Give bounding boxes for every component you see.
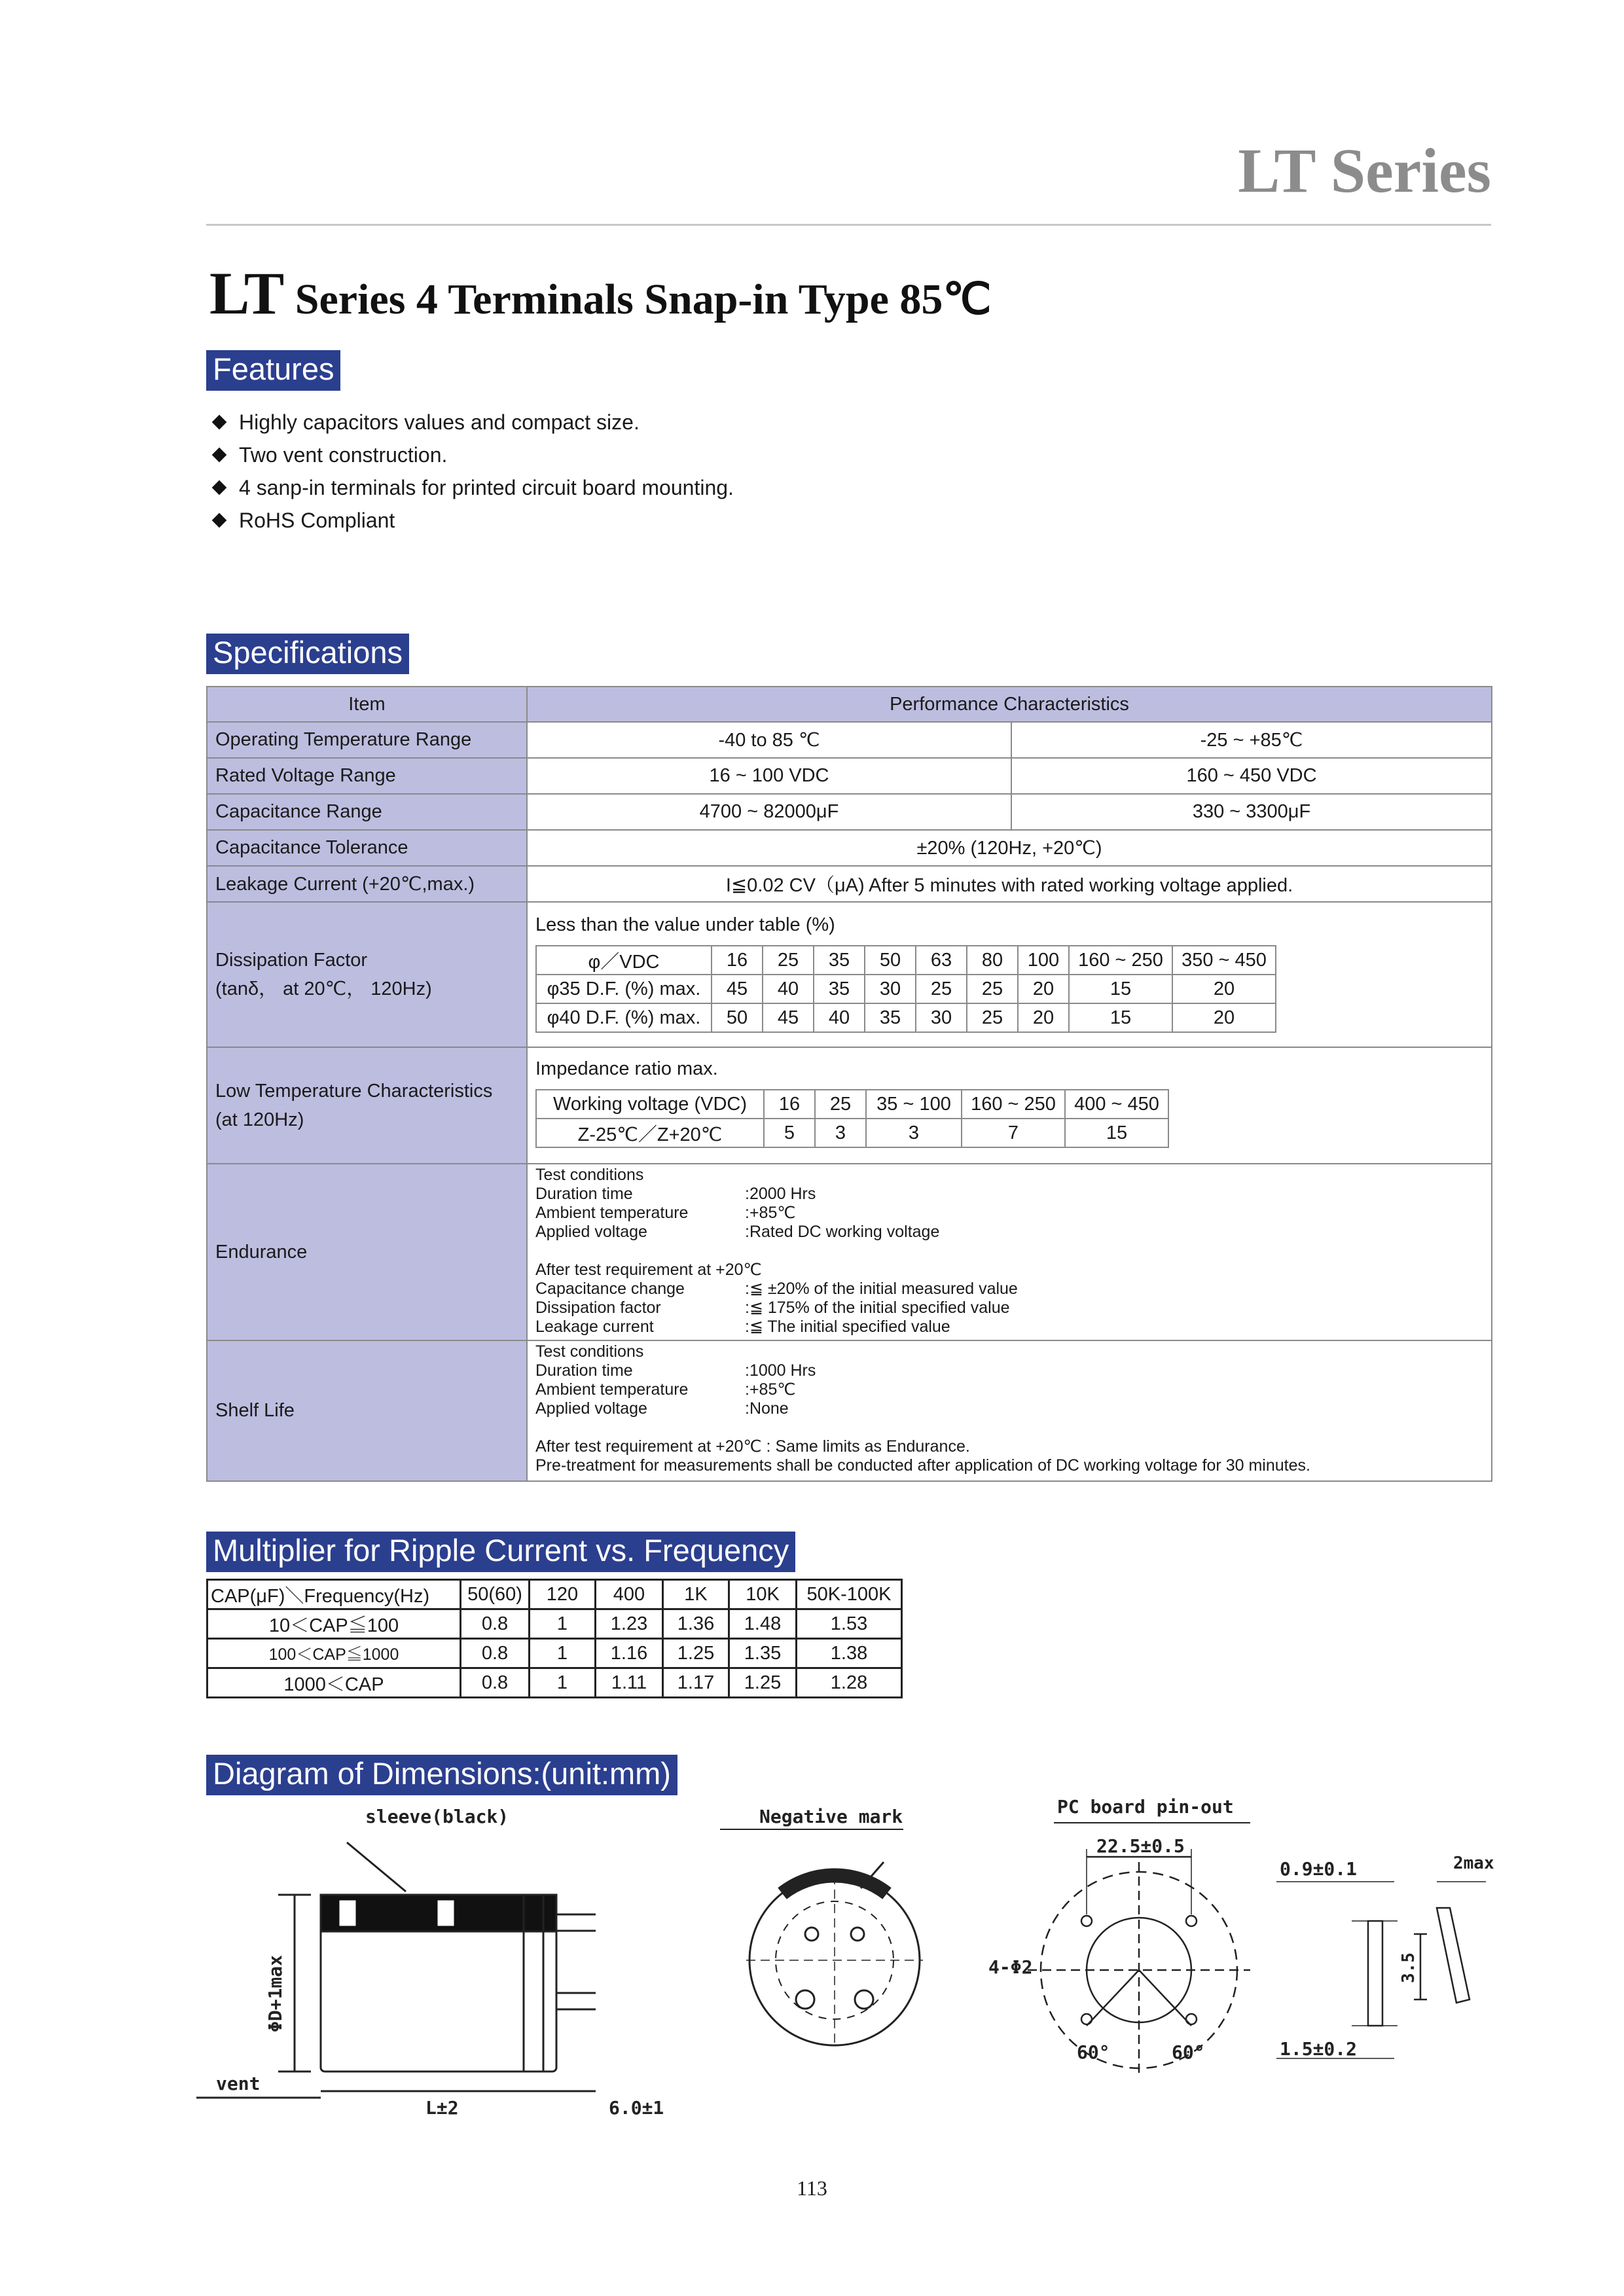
df-row: φ40 D.F. (%) max. 50 45 40 35 30 25 20 15 20 — [536, 1003, 1276, 1032]
spec-row-shelf-life: Shelf Life Test conditions Duration time :1000 Hrs Ambient temperature :+85℃ Applied voltage :None After test requirement at +20℃ : Same limits as Endurance. Pre-treatment for measurements shall be conducted after application of DC working voltage for 30 minutes. — [207, 1340, 1492, 1481]
diameter-label: ΦD+1max — [264, 1954, 286, 2032]
pin-detail-drawing — [1276, 1882, 1486, 2058]
features-heading: Features — [206, 350, 340, 391]
impedance-row: Z-25℃／Z+20℃ 5 3 3 7 15 — [536, 1119, 1168, 1147]
specifications-heading: Specifications — [206, 634, 409, 674]
pin-width-label: 0.9±0.1 — [1280, 1858, 1358, 1880]
df-table: φ／VDC 16 25 35 50 63 80 100 160 ~ 250 350 ~ 450 φ35 D.F. (%) max. 45 40 35 30 25 25 20 15 20 φ40 D.F. (%) max. 50 45 40 35 30 25 20 15 20 — [535, 945, 1276, 1033]
spec-row-capacitance-tolerance: Capacitance Tolerance ±20% (120Hz, +20℃) — [207, 830, 1492, 866]
lowtemp-note: Impedance ratio max. — [535, 1058, 718, 1079]
title-description: Series 4 Terminals Snap-in Type 85℃ — [284, 276, 992, 323]
feature-item: 4 sanp-in terminals for printed circuit board mounting. — [211, 471, 734, 504]
negative-mark-label: Negative mark — [759, 1806, 903, 1827]
series-title: LT Series — [1238, 135, 1491, 206]
length-label: L±2 — [425, 2097, 459, 2119]
features-list — [211, 406, 734, 537]
spec-header-row — [207, 687, 1492, 722]
ripple-row: 10＜CAP≦100 0.8 1 1.23 1.36 1.48 1.53 — [208, 1609, 902, 1639]
spec-row-dissipation-factor: Dissipation Factor (tanδ， at 20℃， 120Hz) Less than the value under table (%) φ／VDC 16 25 35 50 63 80 100 160 ~ 250 350 ~ 450 φ35 D.F. (%) max. 45 40 35 30 25 25 20 15 20 φ40 D.F. (%) max. 50 45 40 35 30 25 20 15 20 — [207, 902, 1492, 1047]
lead-length-label: 6.0±1 — [609, 2097, 664, 2119]
impedance-table: Working voltage (VDC) 16 25 35 ~ 100 160 ~ 250 400 ~ 450 Z-25℃／Z+20℃ 5 3 3 7 15 — [535, 1089, 1169, 1148]
spec-row-op-temp: Operating Temperature Range -40 to 85 ℃ -25 ~ +85℃ — [207, 722, 1492, 758]
spec-row-rated-voltage: Rated Voltage Range 16 ~ 100 VDC 160 ~ 450 VDC — [207, 758, 1492, 794]
negative-mark-drawing — [720, 1829, 923, 2045]
angle-left-label: 60° — [1077, 2041, 1110, 2063]
col-item: Item — [207, 687, 527, 722]
page-number: 113 — [797, 2176, 827, 2200]
spec-row-capacitance-range: Capacitance Range 4700 ~ 82000μF 330 ~ 3300μF — [207, 794, 1492, 830]
title-series-code: LT — [209, 260, 285, 327]
pc-board-drawing — [1028, 1823, 1250, 2078]
ripple-row: 1000＜CAP 0.8 1 1.11 1.17 1.25 1.28 — [208, 1668, 902, 1698]
df-row: φ35 D.F. (%) max. 45 40 35 30 25 25 20 15 20 — [536, 975, 1276, 1003]
spec-row-leakage-current: Leakage Current (+20℃,max.) I≦0.02 CV（μA) After 5 minutes with rated working voltage applied. — [207, 866, 1492, 902]
ripple-row: 100＜CAP≦1000 0.8 1 1.16 1.25 1.35 1.38 — [208, 1639, 902, 1668]
diamond-bullet-icon — [212, 513, 227, 528]
pc-board-label: PC board pin-out — [1057, 1796, 1234, 1818]
spec-row-endurance: Endurance Test conditions Duration time :2000 Hrs Ambient temperature :+85℃ Applied voltage :Rated DC working voltage After test requirement at +20℃ Capacitance change :≦ ±20% of the initial measured value Dissipation factor :≦ 175% of the initial specified value Leakage current :≦ The initial specified value — [207, 1164, 1492, 1340]
holes-label: 4-Φ2 — [988, 1956, 1033, 1978]
spec-row-low-temperature: Low Temperature Characteristics (at 120Hz) Impedance ratio max. Working voltage (VDC) 16 25 35 ~ 100 160 ~ 250 400 ~ 450 Z-25℃／Z+20℃ 5 3 3 7 15 — [207, 1047, 1492, 1164]
angle-right-label: 60° — [1172, 2041, 1205, 2063]
diamond-bullet-icon — [212, 448, 227, 463]
col-performance: Performance Characteristics — [527, 687, 1492, 722]
diamond-bullet-icon — [212, 415, 227, 430]
vent-label: vent — [216, 2073, 261, 2094]
dimensions-heading: Diagram of Dimensions:(unit:mm) — [206, 1755, 677, 1795]
feature-item: Highly capacitors values and compact size. — [211, 406, 734, 439]
feature-item: RoHS Compliant — [211, 504, 734, 537]
ripple-heading: Multiplier for Ripple Current vs. Frequency — [206, 1532, 795, 1572]
side-view-drawing — [196, 1842, 596, 2098]
pin-length-label: 3.5 — [1399, 1952, 1418, 1983]
pin-max-label: 2max — [1453, 1854, 1494, 1873]
dimensions-diagram — [190, 1784, 1532, 2124]
ripple-table — [206, 1579, 903, 1698]
df-note: Less than the value under table (%) — [535, 914, 835, 935]
sleeve-label: sleeve(black) — [365, 1806, 509, 1827]
pitch-label: 22.5±0.5 — [1096, 1835, 1185, 1857]
diamond-bullet-icon — [212, 480, 227, 495]
feature-item: Two vent construction. — [211, 439, 734, 471]
pin-base-label: 1.5±0.2 — [1280, 2038, 1358, 2060]
page-title — [209, 259, 991, 328]
header-divider — [206, 224, 1491, 226]
specifications-table — [206, 686, 1492, 1482]
ripple-header-row: CAP(μF)＼Frequency(Hz) 50(60) 120 400 1K 10K 50K-100K — [208, 1580, 902, 1609]
